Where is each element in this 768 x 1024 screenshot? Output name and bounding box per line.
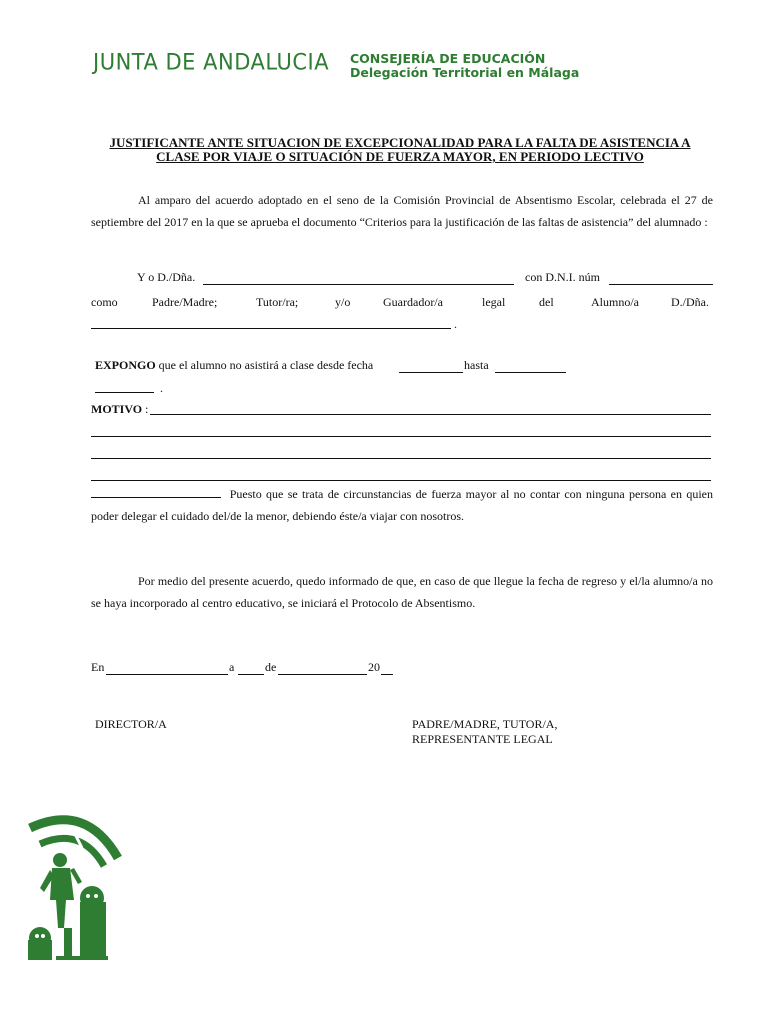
legal-label: legal	[482, 295, 506, 309]
motivo-field-1[interactable]	[150, 414, 711, 415]
date-to-field[interactable]	[495, 372, 566, 373]
yo-label: Y o D./Dña.	[137, 270, 196, 284]
place-field[interactable]	[106, 674, 228, 675]
intro-paragraph: Al amparo del acuerdo adoptado en el seno de la Comisión Provincial de Absentismo Escolar, celebrada el 27 de septiembre del 2017 en la que se aprueba el documento “Criterios para la justificación de las faltas de asistencia” del alumnado :	[91, 193, 713, 229]
fecha-de-label: de	[265, 660, 277, 674]
motivo-field-4[interactable]	[91, 480, 711, 481]
alumno-label: Alumno/a	[591, 295, 639, 309]
motivo-field-3[interactable]	[91, 458, 711, 459]
informado-paragraph: Por medio del presente acuerdo, quedo informado de que, en caso de que llegue la fecha de regreso y el/la alumno/a no se haya incorporado al centro educativo, se iniciará el Protocolo de Absentismo.	[91, 574, 713, 610]
title-line-2: CLASE POR VIAJE O SITUACIÓN DE FUERZA MAYOR, EN PERIODO LECTIVO	[156, 149, 644, 164]
junta-emblem-icon	[26, 808, 126, 968]
parent-signature-label	[412, 717, 557, 747]
dna-label: D./Dña.	[671, 295, 709, 309]
yo-conj-label: y/o	[335, 295, 351, 309]
day-field[interactable]	[238, 674, 264, 675]
date-continuation-field[interactable]	[95, 392, 154, 393]
title-line-1: JUSTIFICANTE ANTE SITUACION DE EXCEPCIONALIDAD PARA LA FALTA DE ASISTENCIA A	[109, 135, 691, 150]
department-header	[350, 52, 579, 80]
fuerza-paragraph	[91, 484, 713, 527]
department-name: CONSEJERÍA DE EDUCACIÓN	[350, 51, 546, 66]
junta-logo-text: JUNTA DE ANDALUCIA	[93, 49, 330, 75]
dni-label: con D.N.I. núm	[525, 270, 600, 284]
junta-emblem	[26, 808, 126, 968]
parent-signature-line-1: PADRE/MADRE, TUTOR/A,	[412, 717, 558, 731]
dni-field[interactable]	[609, 284, 713, 285]
delegation-name: Delegación Territorial en Málaga	[350, 65, 580, 80]
director-signature-label: DIRECTOR/A	[95, 717, 167, 731]
document-title	[100, 136, 700, 164]
guardador-label: Guardador/a	[383, 295, 443, 309]
motivo-label: MOTIVO	[91, 402, 143, 416]
fecha-a-label: a	[229, 660, 235, 674]
tutor-label: Tutor/ra;	[256, 295, 299, 309]
name-field[interactable]	[203, 284, 514, 285]
fuerza-blank-field[interactable]	[91, 486, 221, 498]
padre-label: Padre/Madre;	[152, 295, 218, 309]
hasta-label: hasta	[464, 358, 489, 372]
como-label: como	[91, 295, 118, 309]
month-field[interactable]	[278, 674, 367, 675]
expongo-line	[95, 358, 373, 373]
fuerza-text: Puesto que se trata de circunstancias de fuerza mayor al no contar con ninguna persona en quien poder delegar el cuidado del/de la menor, debiendo éste/a viajar con nosotros.	[91, 487, 713, 523]
fecha-en-label: En	[91, 660, 105, 674]
del-label: del	[539, 295, 554, 309]
expongo-label: EXPONGO	[95, 358, 156, 372]
year-field[interactable]	[381, 674, 393, 675]
parent-signature-line-2: REPRESENTANTE LEGAL	[412, 732, 553, 746]
motivo-field-2[interactable]	[91, 436, 711, 437]
fecha-anio-label: 20	[368, 660, 380, 674]
student-name-field[interactable]	[91, 328, 451, 329]
date-from-field[interactable]	[399, 372, 463, 373]
expongo-text: que el alumno no asistirá a clase desde fecha	[158, 358, 374, 372]
